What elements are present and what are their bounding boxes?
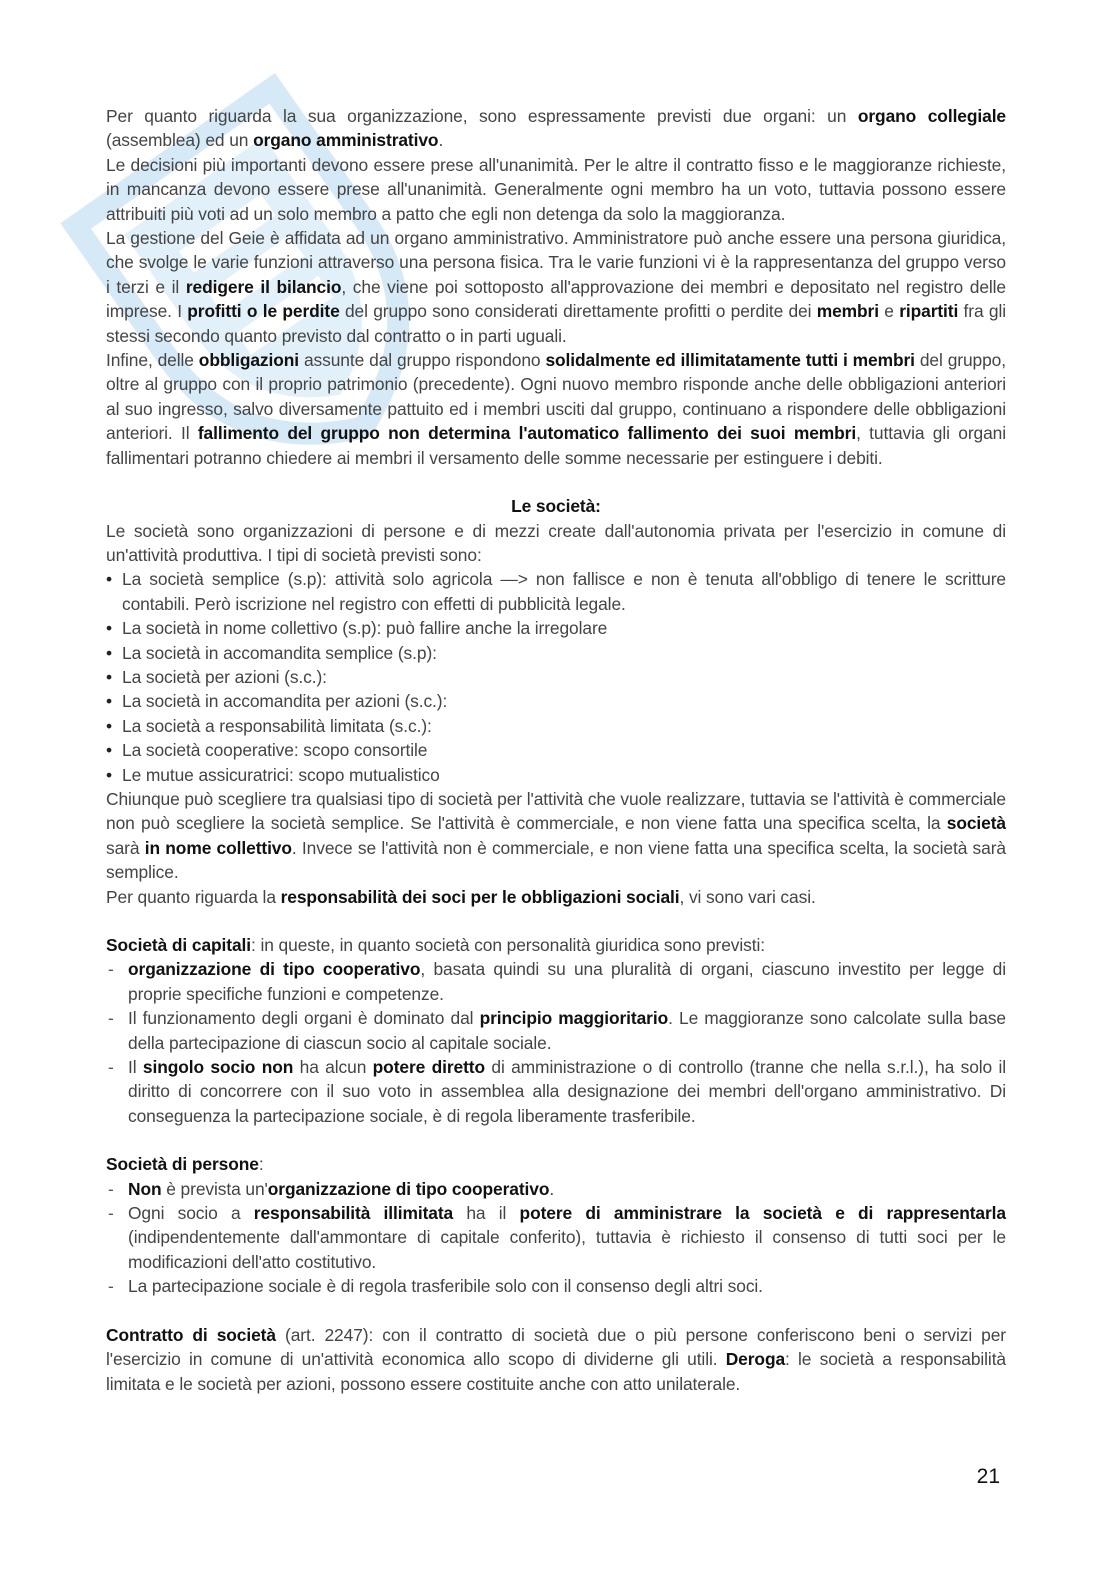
paragraph-scelta-tipo: Chiunque può scegliere tra qualsiasi tipo di società per l'attività che vuole realizzare, tuttavia se l'attività è commerciale non può scegliere la società semplice. Se l'attività è commerciale, e non viene fatta una specifica scelta, la società sarà in nome collettivo. Invece se l'attività non è commerciale, e non viene fatta una specifica scelta, la società sarà semplice. [106,788,1006,883]
list-item: • La società in accomandita semplice (s.p): [106,641,1006,665]
list-item: - Ogni socio a responsabilità illimitata ha il potere di amministrare la società e di rappresentarla (indipendentemente dall'ammontare di capitale conferito), tuttavia è richiesto il consenso di tutti soci per le modificazioni dell'atto costitutivo. [106,1201,1006,1274]
paragraph-decisioni: Le decisioni più importanti devono essere prese all'unanimità. Per le altre il contratto fisso e le maggioranze richieste, in mancanza devono essere prese all'unanimità. Generalmente ogni membro ha un voto, tuttavia possono essere attribuiti più voti ad un solo membro a patto che egli non detenga da solo la maggioranza. [106,154,1006,224]
capitali-list [106,957,1006,1128]
page-number: 21 [976,1465,1000,1488]
paragraph-societa-intro: Le società sono organizzazioni di persone e di mezzi create dall'autonomia privata per l'esercizio in comune di un'attività produttiva. I tipi di società previsti sono: [106,520,1006,565]
document-body [106,104,1006,1396]
list-item: - La partecipazione sociale è di regola trasferibile solo con il consenso degli altri soci. [106,1274,1006,1298]
persone-heading: Società di persone: [106,1154,264,1175]
list-item: • La società per azioni (s.c.): [106,665,1006,689]
section-title: Le società: [511,496,601,517]
list-item: - Il singolo socio non ha alcun potere diretto di amministrazione o di controllo (tranne che nella s.r.l.), ha solo il diritto di concorrere con il suo voto in assemblea alla designazione dei membri dell'organo amministrativo. Di conseguenza la partecipazione sociale, è di regola liberamente trasferibile. [106,1055,1006,1128]
paragraph-geie-organi: Per quanto riguarda la sua organizzazione, sono espressamente previsti due organi: un organo collegiale (assemblea) ed un organo amministrativo. [106,106,1006,151]
societa-types-list [106,567,1006,787]
list-item: • La società in nome collettivo (s.p): può fallire anche la irregolare [106,616,1006,640]
list-item: • La società in accomandita per azioni (s.c.): [106,689,1006,713]
list-item: - Il funzionamento degli organi è dominato dal principio maggioritario. Le maggioranze sono calcolate sulla base della partecipazione di ciascun socio al capitale sociale. [106,1006,1006,1055]
paragraph-gestione: La gestione del Geie è affidata ad un organo amministrativo. Amministratore può anche essere una persona giuridica, che svolge le varie funzioni attraverso una persona fisica. Tra le varie funzioni vi è la rappresentanza del gruppo verso i terzi e il redigere il bilancio, che viene poi sottoposto all'approvazione dei membri e depositato nel registro delle imprese. I profitti o le perdite del gruppo sono considerati direttamente profitti o perdite dei membri e ripartiti fra gli stessi secondo quanto previsto dal contratto o in parti uguali. [106,228,1006,346]
list-item: - Non è prevista un'organizzazione di tipo cooperativo. [106,1177,1006,1201]
list-item: • Le mutue assicuratrici: scopo mutualistico [106,763,1006,787]
list-item: • La società semplice (s.p): attività solo agricola —> non fallisce e non è tenuta all'obbligo di tenere le scritture contabili. Però iscrizione nel registro con effetti di pubblicità legale. [106,567,1006,616]
list-item: • La società a responsabilità limitata (s.c.): [106,714,1006,738]
paragraph-contratto: Contratto di società (art. 2247): con il contratto di società due o più persone conferiscono beni o servizi per l'esercizio in comune di un'attività economica allo scopo di dividerne gli utili. Deroga: le società a responsabilità limitata e le società per azioni, possono essere costituite anche con atto unilaterale. [106,1324,1007,1394]
paragraph-obbligazioni: Infine, delle obbligazioni assunte dal gruppo rispondono solidalmente ed illimitatamente tutti i membri del gruppo, oltre al gruppo con il proprio patrimonio (precedente). Ogni nuovo membro risponde anche delle obbligazioni anteriori al suo ingresso, salvo diversamente pattuito ed i membri usciti dal gruppo, continuano a rispondere delle obbligazioni anteriori. Il fallimento del gruppo non determina l'automatico fallimento dei suoi membri, tuttavia gli organi fallimentari potranno chiedere ai membri il versamento delle somme necessarie per estinguere i debiti. [106,350,1006,468]
persone-list [106,1177,1006,1299]
list-item: • La società cooperative: scopo consortile [106,738,1006,762]
paragraph-responsabilita: Per quanto riguarda la responsabilità dei soci per le obbligazioni sociali, vi sono vari casi. [106,886,816,907]
list-item: - organizzazione di tipo cooperativo, basata quindi su una pluralità di organi, ciascuno investito per legge di proprie specifiche funzioni e competenze. [106,957,1006,1006]
capitali-heading: Società di capitali: in queste, in quanto società con personalità giuridica sono previsti: [106,935,765,955]
